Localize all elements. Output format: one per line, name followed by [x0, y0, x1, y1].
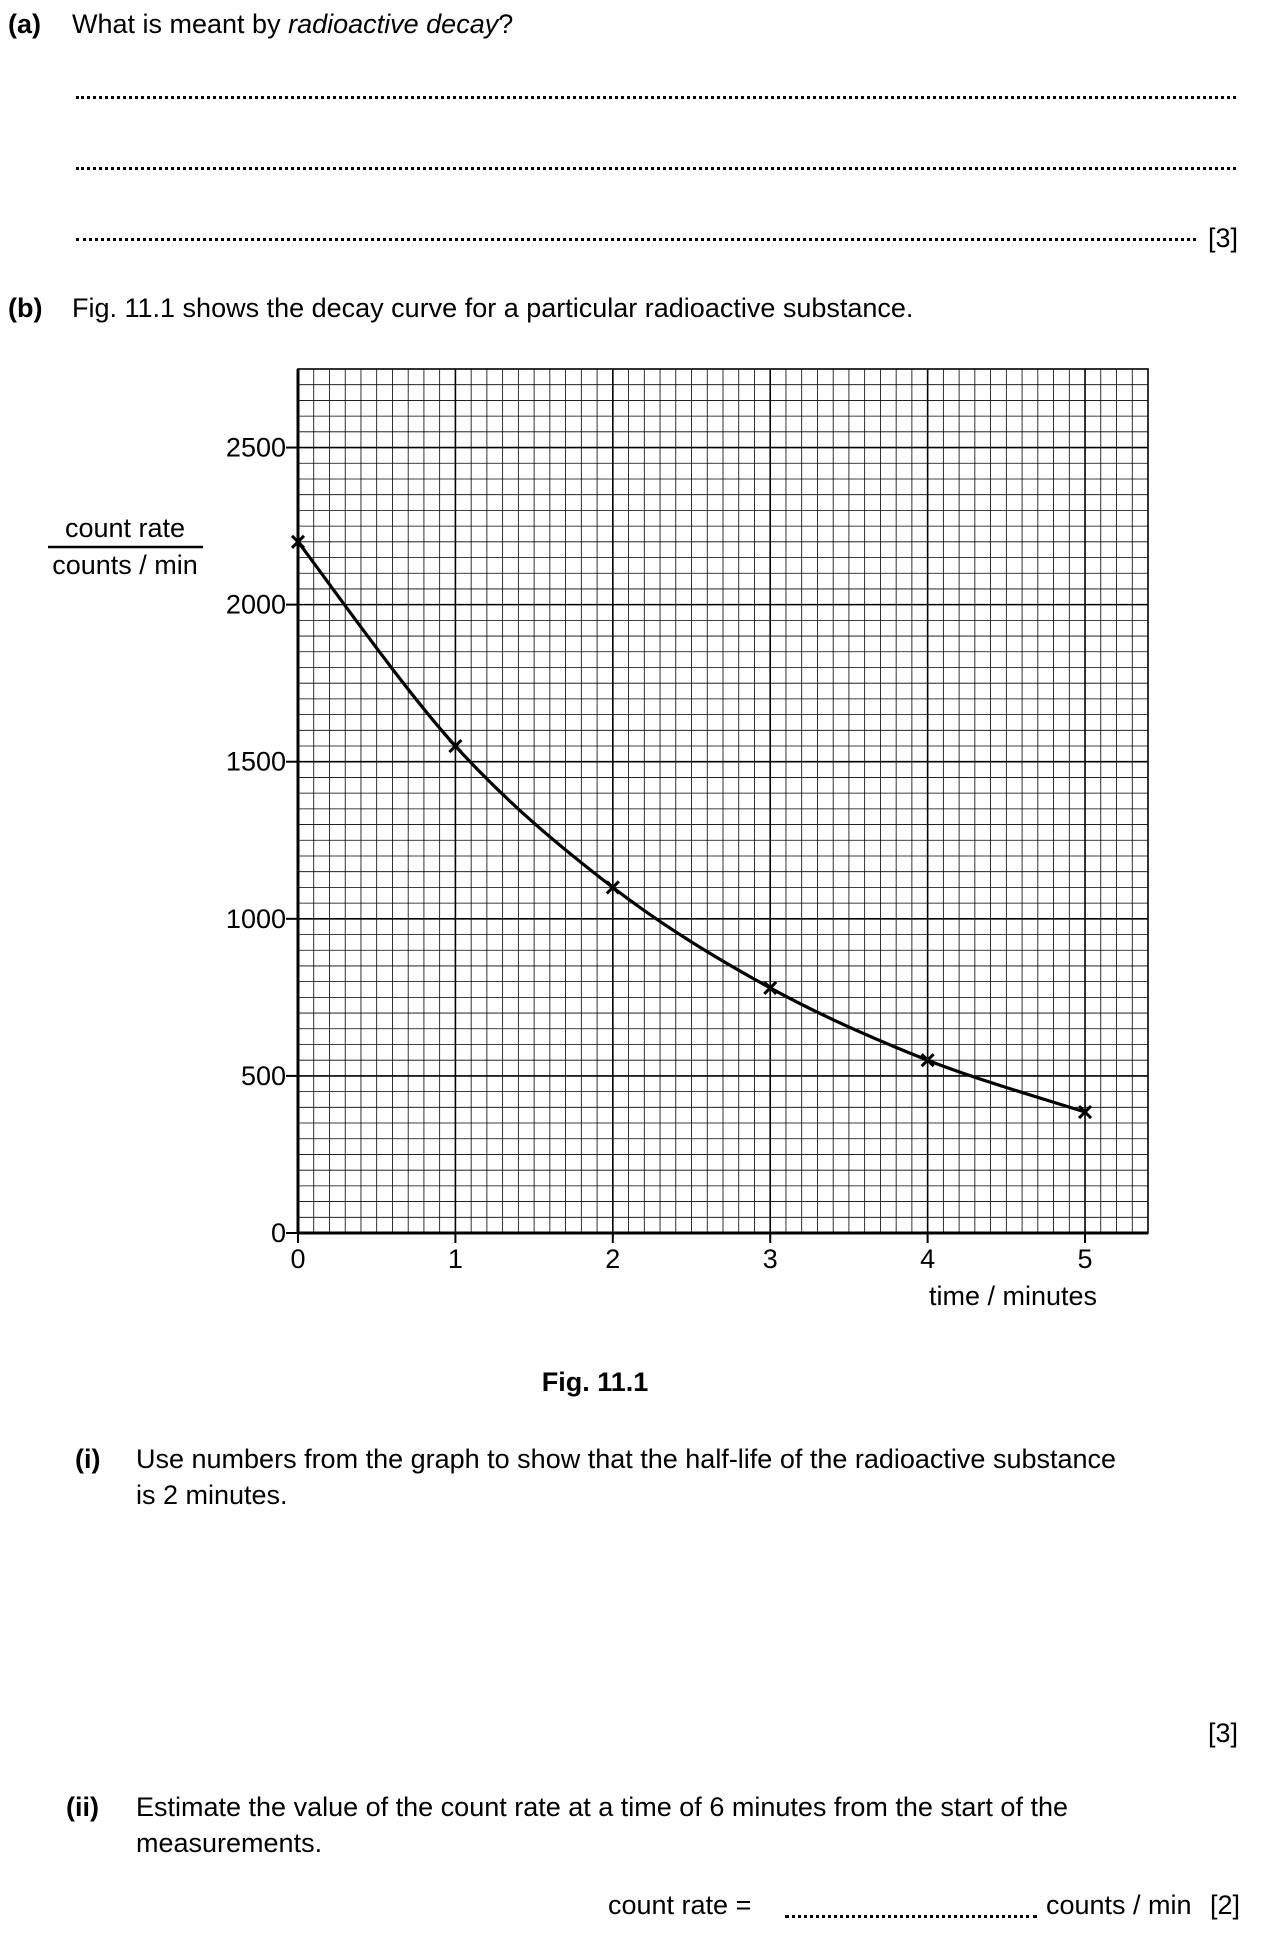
- sub-i-marks: [3]: [1208, 1718, 1239, 1748]
- sub-i-label: (i): [75, 1444, 101, 1474]
- y-tick-label: 1500: [225, 746, 286, 777]
- answer-unit: counts / min: [1046, 1890, 1192, 1920]
- sub-ii-line-2: measurements.: [136, 1828, 323, 1858]
- y-tick-label: 2000: [225, 589, 286, 620]
- count-rate-answer-field[interactable]: [785, 1915, 1037, 1918]
- part-a-question-prefix: What is meant by: [72, 9, 289, 39]
- x-axis-ticks: [290, 1233, 1092, 1274]
- sub-ii-marks: [2]: [1210, 1890, 1241, 1920]
- sub-ii-label: (ii): [66, 1792, 99, 1822]
- x-axis-label: time / minutes: [928, 1281, 1098, 1311]
- part-a-question-suffix: ?: [498, 9, 514, 39]
- part-a-question-term: radioactive decay: [288, 9, 499, 39]
- y-tick-label: 500: [240, 1060, 286, 1091]
- y-tick-label: 1000: [225, 903, 286, 934]
- part-b-label: (b): [8, 293, 43, 323]
- part-b-intro: Fig. 11.1 shows the decay curve for a particular radioactive substance.: [72, 293, 914, 323]
- y-axis-ticks: [226, 433, 298, 1248]
- y-tick-label: 0: [270, 1218, 286, 1248]
- sub-ii-line-1: Estimate the value of the count rate at a time of 6 minutes from the start of the: [136, 1792, 1068, 1822]
- answer-prefix: count rate =: [608, 1890, 752, 1920]
- part-a-marks: [3]: [1208, 223, 1239, 253]
- x-tick-label: 1: [447, 1244, 463, 1274]
- graph-paper-grid: [298, 369, 1148, 1233]
- part-a-label: (a): [8, 9, 41, 39]
- sub-i-answer-space[interactable]: [136, 1520, 1186, 1710]
- x-tick-label: 4: [920, 1244, 936, 1274]
- figure-caption: Fig. 11.1: [541, 1367, 649, 1397]
- y-tick-label: 2500: [225, 432, 286, 463]
- sub-i-line-1: Use numbers from the graph to show that the half-life of the radioactive substance: [136, 1444, 1117, 1474]
- x-tick-label: 5: [1077, 1244, 1093, 1274]
- sub-i-line-2: is 2 minutes.: [136, 1480, 288, 1510]
- x-tick-label: 2: [605, 1244, 621, 1274]
- y-axis-label-top: count rate: [64, 513, 186, 543]
- y-axis-label-bottom: counts / min: [52, 550, 198, 580]
- x-tick-label: 0: [290, 1244, 306, 1274]
- x-tick-label: 3: [762, 1244, 778, 1274]
